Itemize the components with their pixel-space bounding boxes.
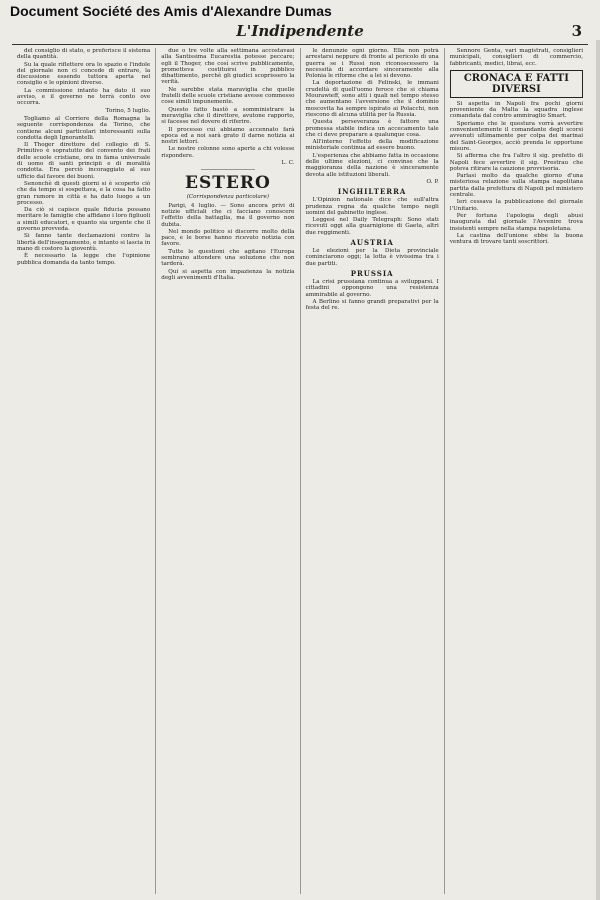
section-heading-cronaca: CRONACA E FATTI DIVERSI xyxy=(450,70,583,98)
paragraph: La deportazione di Felinski, le immani crudeltà di quell'uomo feroce che si chiama Mourawieff, sono atti i quali nel tempo stesso che aumentano l'avversione che il dominio moscovita ha sempre ispirato ai Polacchi, non riescono di alcuna utilità per la Russia. xyxy=(305,80,439,118)
paragraph: Speriamo che le questura vorrà avvertire convenientemente il comandante degli scorsi avvenuti ultimamente per colpa dei marinai del Saint-Georges, acciò prenda le opportune misure. xyxy=(449,120,583,152)
paragraph: All'interno l'effetto della modificazione ministeriale continua ad essere buono. xyxy=(305,139,439,152)
section-heading-prussia: PRUSSIA xyxy=(350,268,394,278)
paragraph: A Berlino si fanno grandi preparativi per la festa del re. xyxy=(305,298,439,312)
dateline: Torino, 5 luglio. xyxy=(105,107,151,114)
newspaper-title: L'Indipendente xyxy=(236,22,364,40)
separator xyxy=(201,169,254,170)
paragraph: Per fortuna l'apologia degli abusi inaugurata dal giornale l'Avvenire trova insistenti sempre nella stampa napoletana. xyxy=(449,212,583,232)
paragraph: Parlasi molto da qualche giorno d'una misteriosa relazione sulla stampa napolitana partita dalla prefettura di Napoli pel ministero centrale. xyxy=(449,173,583,199)
section-subheading: (Corrispondenza particolare) xyxy=(186,194,270,201)
page-number: 3 xyxy=(571,22,582,40)
paragraph: Da ciò si capisce quale fiducia possano meritare le famiglie che affidano i loro figliuoli a simili educatori, e quanto sia urgente che il governo provveda. xyxy=(17,207,151,233)
section-heading-inghilterra: INGHILTERRA xyxy=(337,187,407,197)
paragraph: due o tre volte alla settimana accostavasi alla Santissima Eucarestia potesse peccare; egli il Thoger, che così scrive pubblicamente, prometteva costituirsi in pubblico dibattimento, perchè gli giudici scoprissero la verità. xyxy=(161,48,295,86)
paragraph: Qui si aspetta con impazienza la notizia degli avvenimenti d'Italia. xyxy=(161,268,295,281)
masthead-rule xyxy=(12,44,588,45)
paragraph: L'Opinion nationale dice che sull'altra prudenza regna da qualche tempo negli uomini del gabinetto inglese. xyxy=(305,197,439,216)
paragraph: Ieri cessava la pubblicazione del giornale l'Unitario. xyxy=(449,199,583,212)
signature: O. P. xyxy=(426,178,439,185)
paragraph: Si aspetta in Napoli fra pochi giorni proveniente da Malta la squadra inglese comandata dal contro ammiraglio Smart. xyxy=(449,100,583,120)
column-2 xyxy=(155,48,299,894)
section-heading-estero: ESTERO xyxy=(184,173,271,194)
paragraph: Il Thoger direttore del collegio di S. Primitivo è sopratutto del convento dei frati delle scuole cristiane, ora in fama universale di uomo di santi principii e di moralità condotta. Era perciò incoraggiato al suo ufficio dal favore dei buoni. xyxy=(17,142,151,180)
page-edge xyxy=(596,40,600,900)
column-3 xyxy=(300,48,444,894)
paragraph: Sennore Genta, vari magistrati, consiglieri municipali, consiglieri di commercio, fabbricanti, medici, librai, ecc. xyxy=(449,48,583,67)
paragraph: La castina dell'unione ebbe la buona ventura di trovare tanti soscrittori. xyxy=(449,232,583,246)
paragraph: La crisi prussiana continua a svilupparsi. I cittadini oppongono una resistenza ammirabile al governo. xyxy=(305,278,439,298)
paragraph: È necessario la legge che l'opinione pubblica domanda da tanto tempo. xyxy=(17,253,151,266)
masthead xyxy=(14,22,586,44)
columns xyxy=(12,48,588,894)
column-4 xyxy=(444,48,588,894)
paragraph: L'esperienza che abbiamo fatta in occasione delle ultime elezioni, ci convinse che la maggioranza della nazione è sinceramente devota alle istituzioni liberali. xyxy=(305,152,439,178)
paragraph: del consiglio di stato, e preferisce il sistema della quantità. xyxy=(17,48,151,61)
paragraph: le denunzie ogni giorno. Ella non potrà arrestarsi neppure di fronte al pericolo di una guerra se i Russi non riconoscessero la necessità di accordare sinceramente alla Polonia le riforme che a lei si devono. xyxy=(305,48,439,80)
section-heading-austria: AUSTRIA xyxy=(350,238,394,248)
watermark-text: Document Société des Amis d'Alexandre Dumas xyxy=(10,3,332,19)
paragraph: Le elezioni per la Dieta provinciale cominciarono oggi; la lotta è vivissima tra i due partiti. xyxy=(305,248,439,267)
column-1 xyxy=(12,48,155,894)
paragraph: Leggesi nel Daily Telegraph: Sono stati ricevuti oggi alla guarnigione di Gaeta, altri due reggimenti. xyxy=(305,217,439,236)
paragraph: Togliamo al Corriere della Romagna la seguente corrispondenza da Torino, che contiene alcuni particolari interessanti sulla condotta degli Ignorantelli. xyxy=(17,115,151,141)
paragraph: Ne sarebbe stata maraviglia che quelle fratelli delle scuole cristiane avesse commesso cose simili impunemente. xyxy=(161,86,295,106)
paragraph: Questa perseveranza è fattore una promessa stabile indica un accecamento tale che ci deve preparare a qualunque cosa. xyxy=(305,119,439,138)
paragraph: La commissione intanto ha dato il suo avviso, e il governo ne terrà conto ove occorra. xyxy=(17,87,151,107)
paragraph: Su la quale riflettere ora lo spazio e l'indole del giornale non ci concede di entrare, la discussione essendo tuttora aperta nel consiglio e le opinioni diverse. xyxy=(17,61,151,87)
signature: L. C. xyxy=(281,160,295,167)
paragraph: Si afferma che fra l'altro il sig. prefetto di Napoli fece avvertire il sig. Prestrau che poteva ritirare la cauzione provvisoria. xyxy=(449,153,583,172)
paragraph: Nel mondo politico si discorre molto della pace, e le borse hanno ricevuto notizia con favore. xyxy=(161,228,295,248)
paragraph: Parigi, 4 luglio. — Sono ancora privi di notizie ufficiali che ci facciano conoscere l'effetto della battaglia, ma il governo non dubita. xyxy=(161,202,295,228)
paragraph: Si fanno tante declamazioni contro la libertà dell'insegnamento, e intanto si lascia in mano di costoro la gioventù. xyxy=(17,233,151,252)
paragraph: Questo fatto bastò a somministrare la meraviglia che il direttore, avutone rapporto, si facesse nel dovere di riferire. xyxy=(161,106,295,126)
paragraph: Le nostre colonne sono aperte a chi volesse rispondere. xyxy=(161,146,295,159)
paragraph: Tutte le questioni che agitano l'Europa sembrano attendere una soluzione che non tarderà. xyxy=(161,248,295,268)
paragraph: Senonchè di questi giorni si è scoperto ciò che da tempo si sospettava, e la cosa ha fatto gran rumore in città e ha dato luogo a un processo. xyxy=(17,180,151,206)
paragraph: Il processo cui abbiamo accennato farà epoca ed a noi sarà grato il darne notizia ai nostri lettori. xyxy=(161,126,295,146)
